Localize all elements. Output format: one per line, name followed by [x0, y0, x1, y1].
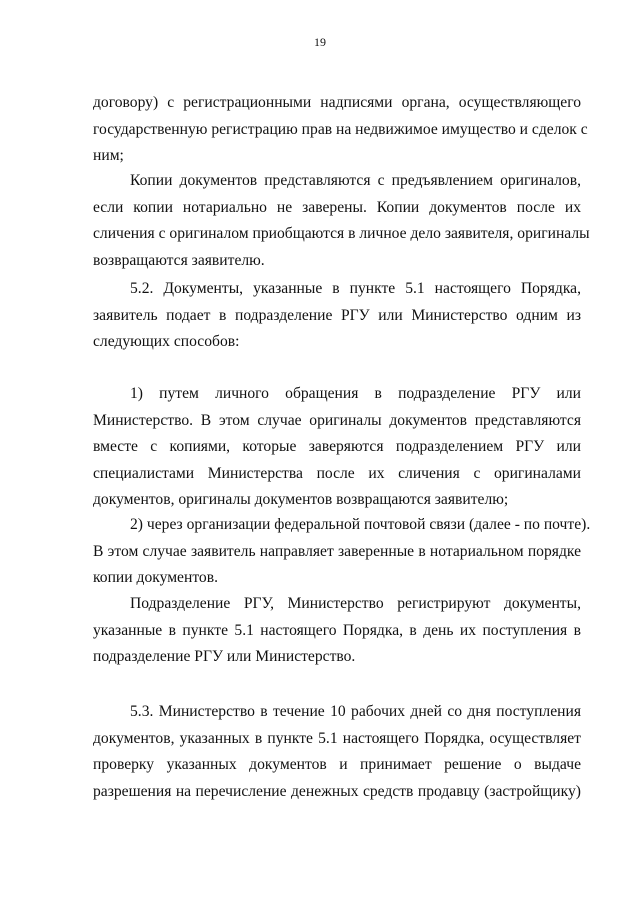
paragraph-section-5-3	[93, 699, 581, 805]
text-line: государственную регистрацию прав на недвижимое имущество и сделок с	[93, 120, 588, 138]
text-line: документов, оригиналы документов возвращаются заявителю;	[93, 491, 509, 508]
paragraph-section-5-2	[93, 276, 581, 356]
text-line: проверку указанных документов и принимает решение о выдаче	[93, 756, 581, 773]
text-line: 5.2. Документы, указанные в пункте 5.1 настоящего Порядка,	[130, 280, 581, 297]
text-line: 1) путем личного обращения в подразделение РГУ или	[130, 385, 581, 402]
paragraph-item-2	[93, 512, 591, 592]
text-line: договору) с регистрационными надписями органа, осуществляющего	[93, 94, 581, 111]
text-line: Подразделение РГУ, Министерство регистрируют документы,	[130, 595, 581, 612]
text-line: вместе с копиями, которые заверяются подразделением РГУ или	[93, 438, 581, 455]
text-line: следующих способов:	[93, 333, 240, 350]
text-line: заявитель подает в подразделение РГУ или Министерство одним из	[93, 306, 581, 324]
text-line: возвращаются заявителю.	[93, 251, 265, 269]
text-line: специалистами Министерства после их сличения с оригиналами	[93, 464, 581, 482]
text-line: документов, указанных в пункте 5.1 настоящего Порядка, осуществляет	[93, 729, 581, 747]
text-line: 5.3. Министерство в течение 10 рабочих дней со дня поступления	[130, 703, 581, 720]
page-number: 19	[314, 35, 326, 49]
text-line: сличения с оригиналом приобщаются в личное дело заявителя, оригиналы	[93, 225, 590, 242]
text-line: Копии документов представляются с предъявлением оригиналов,	[130, 172, 581, 189]
paragraph-item-1	[93, 381, 581, 514]
text-line: указанные в пункте 5.1 настоящего Порядка, в день их поступления в	[93, 621, 581, 639]
text-line: В этом случае заявитель направляет заверенные в нотариальном порядке	[93, 542, 581, 560]
text-line: разрешения на перечисление денежных средств продавцу (застройщику)	[93, 782, 581, 800]
paragraph-copies	[93, 168, 590, 274]
paragraph-registration	[93, 591, 581, 671]
text-line: 2) через организации федеральной почтовой связи (далее - по почте).	[130, 516, 591, 533]
text-line: подразделение РГУ или Министерство.	[93, 648, 356, 665]
text-line: если копии нотариально не заверены. Копии документов после их	[93, 198, 581, 216]
text-line: Министерство. В этом случае оригиналы документов представляются	[93, 411, 581, 429]
text-line: копии документов.	[93, 569, 218, 586]
text-line: ним;	[93, 147, 124, 164]
paragraph-continuation	[93, 90, 588, 170]
